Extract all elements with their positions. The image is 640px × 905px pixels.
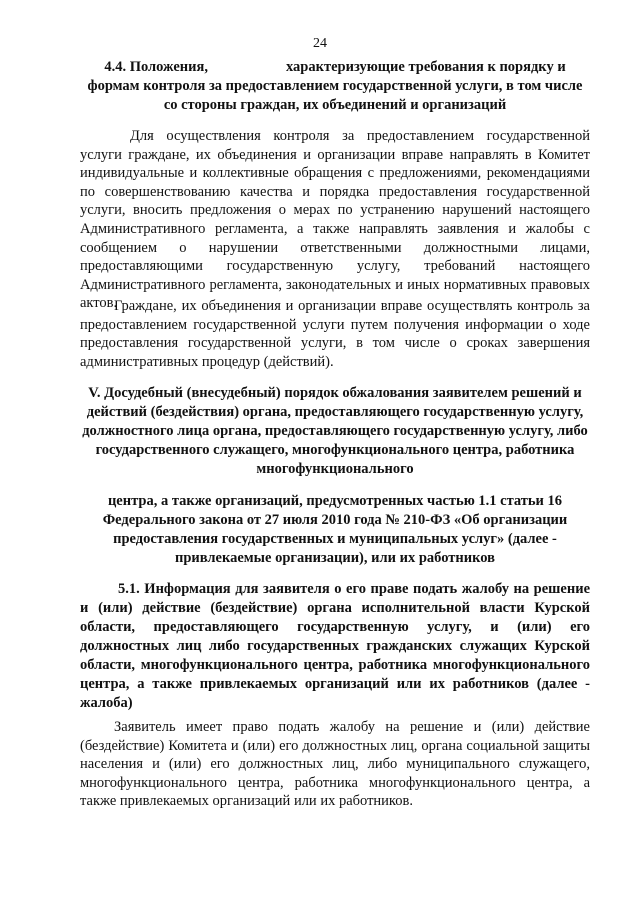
section-v-heading-part2: центра, а также организаций, предусмотренных частью 1.1 статьи 16 Федерального закона от 27 июля 2010 года № 210-ФЗ «Об организации предоставления государственных и муниципальных услуг» (далее - привлекаемые организации), или их работников [102, 493, 568, 566]
paragraph-control-information: Граждане, их объединения и организации вправе осуществлять контроль за предоставлением государственной услуги путем получения информации о ходе предоставления государственной услуги, в том числе о сроках завершения административных процедур (действий). [80, 298, 590, 370]
section-v-heading-part1: V. Досудебный (внесудебный) порядок обжалования заявителем решений и действий (бездействия) органа, предоставляющего государственную услугу, должностного лица органа, предоставляющего государственную услугу, либо государственного служащего, многофункционального центра, работника многофункционального [82, 385, 588, 477]
paragraph-complaint-right: Заявитель имеет право подать жалобу на решение и (или) действие (бездействие) Комитета и (или) его должностных лиц, органа социальной защиты населения и (или) его должностных лиц, либо муниципального служащего, многофункционального центра, работника многофункционального центра, а также привлекаемых организаций или их работников. [80, 719, 590, 810]
paragraph-control-rights: Для осуществления контроля за предоставлением государственной услуги граждане, их объединения и организации вправе направлять в Комитет индивидуальные и коллективные обращения с предложениями, рекомендациями по совершенствованию качества и порядка предоставления государственной услуги, вносить предложения о мерах по устранению нарушений настоящего Административного регламента, а также направлять заявления и жалобы с сообщением о нарушении ответственными должностными лицами, предоставляющими государственную услугу, требований настоящего Административного регламента, законодательных и иных нормативных правовых актов. [80, 128, 590, 312]
section-4-4-title: характеризующие требования к порядку и формам контроля за предоставлением государственной услуги, в том числе со стороны граждан, их объединений и организаций [87, 59, 583, 113]
page-number: 24 [313, 36, 327, 51]
section-4-4-number: 4.4. Положения, [104, 59, 208, 75]
section-5-1-heading: 5.1. Информация для заявителя о его праве подать жалобу на решение и (или) действие (бездействие) органа исполнительной власти Курской области, предоставляющего государственную услугу, и (или) его должностных лиц либо государственных гражданских служащих Курской области, многофункционального центра, работника многофункционального центра, а также привлекаемых организаций или их работников (далее - жалоба) [80, 581, 590, 711]
section-4-4-heading [80, 58, 590, 115]
